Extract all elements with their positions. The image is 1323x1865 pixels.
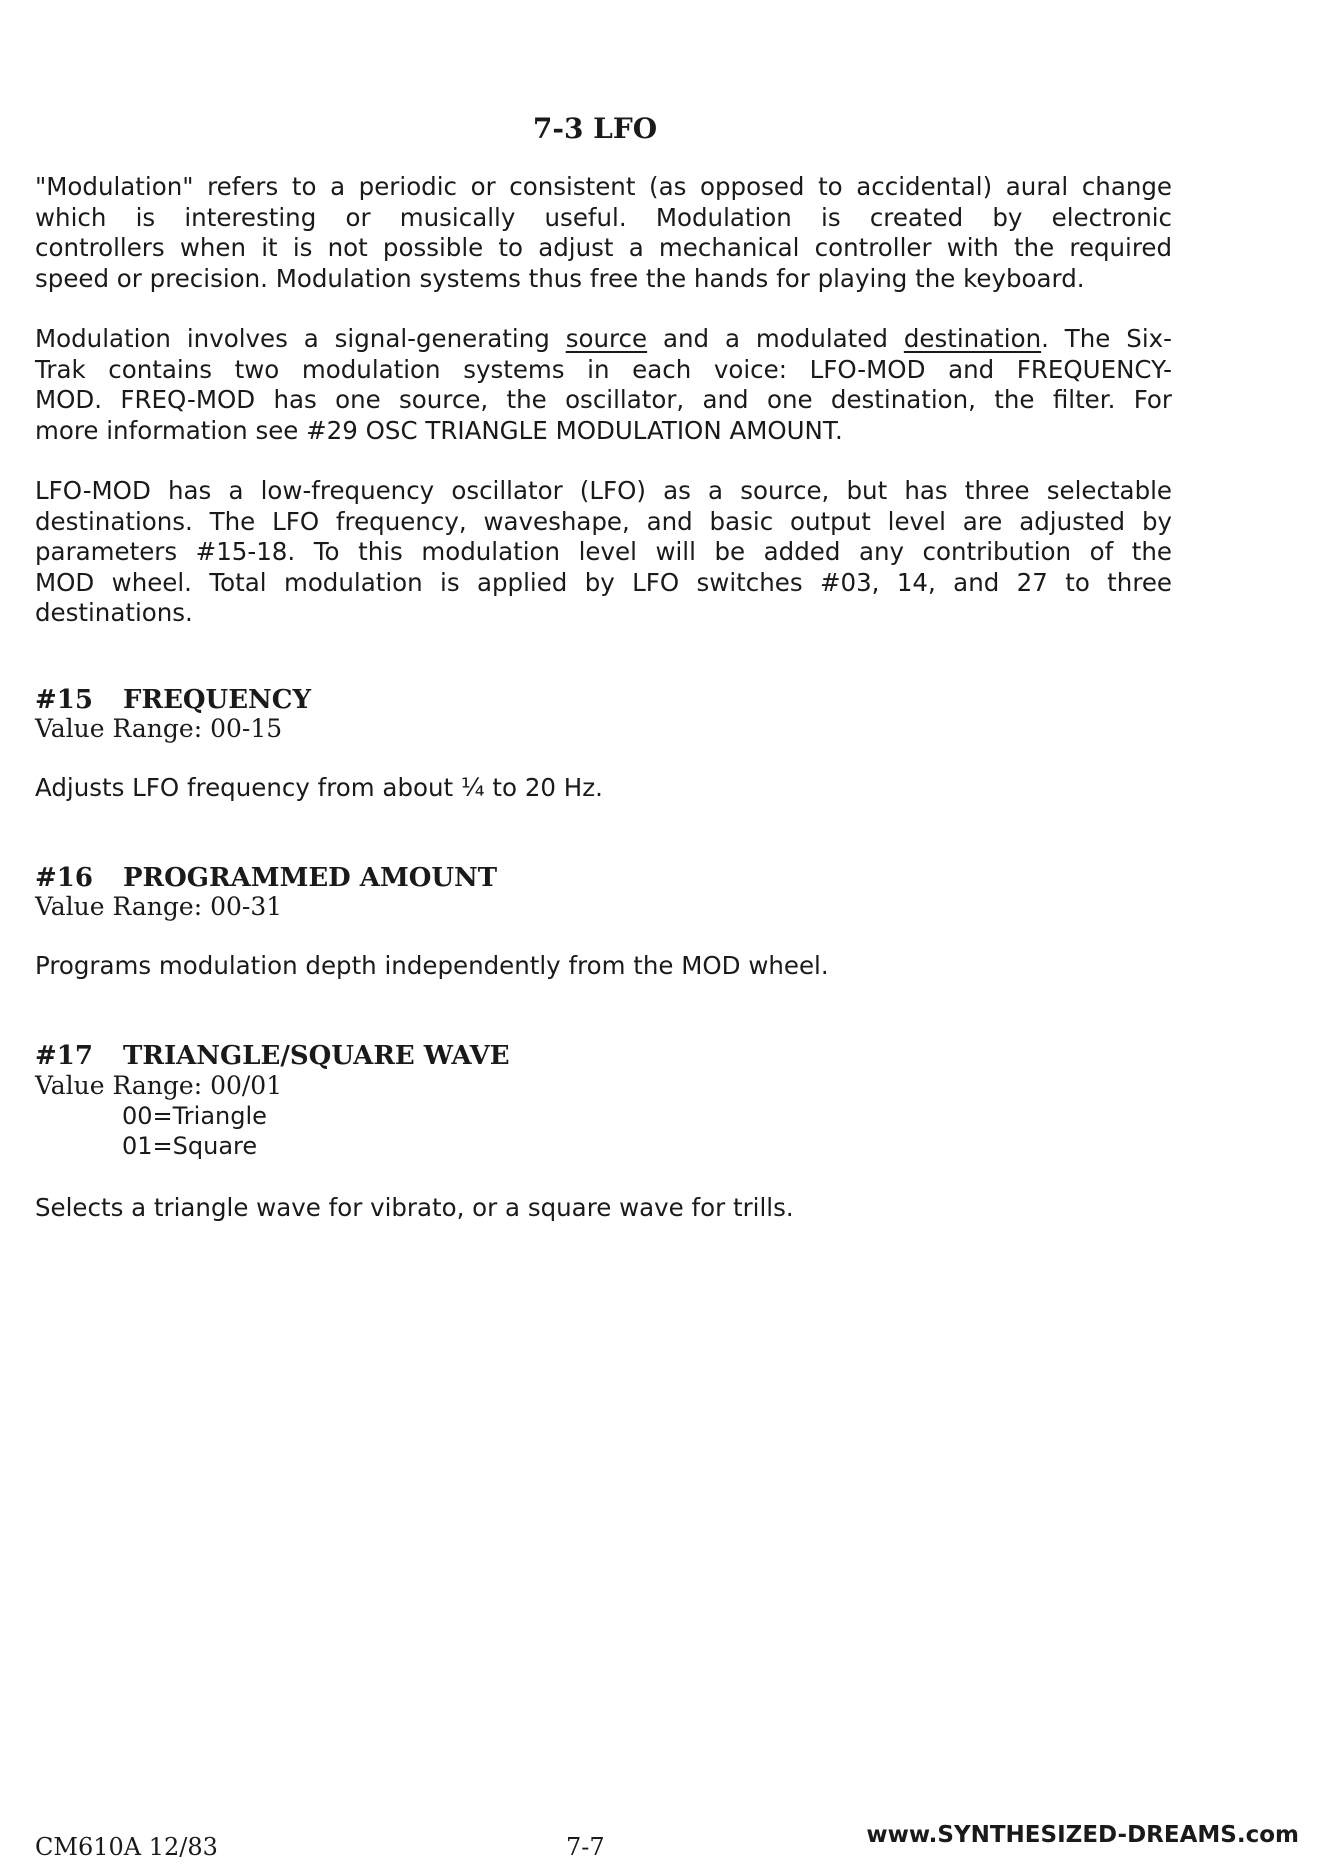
paragraph-line: "Modulation" refers to a periodic or consistent (as opposed to accidental) aural change — [35, 172, 1172, 201]
paragraph-line: which is interesting or musically useful. Modulation is created by electronic — [35, 202, 1172, 232]
param-name: TRIANGLE/SQUARE WAVE — [123, 1041, 510, 1071]
paragraph-line: speed or precision. Modulation systems thus free the hands for playing the keyboard. — [35, 263, 1085, 293]
intro-paragraph-2 — [35, 324, 1172, 446]
paragraph-line: MOD. FREQ-MOD has one source, the oscillator, and one destination, the filter. For — [35, 385, 1172, 414]
intro-paragraph-3 — [35, 476, 1172, 629]
param-number: #17 — [35, 1041, 93, 1071]
param-name: PROGRAMMED AMOUNT — [123, 863, 498, 893]
paragraph-line: LFO-MOD has a low-frequency oscillator (LFO) as a source, but has three selectable — [35, 476, 1172, 505]
param-description: Programs modulation depth independently from the MOD wheel. — [35, 951, 829, 980]
paragraph-line: parameters #15-18. To this modulation level will be added any contribution of the — [35, 537, 1172, 566]
param-heading-17 — [35, 1041, 510, 1071]
param-option: 00=Triangle — [122, 1102, 267, 1130]
param-number: #15 — [35, 685, 93, 715]
footer-page-number: 7-7 — [566, 1833, 605, 1861]
paragraph-line: Trak contains two modulation systems in each voice: LFO-MOD and FREQUENCY- — [35, 354, 1172, 384]
underlined-term-source: source — [565, 324, 648, 353]
param-heading-16 — [35, 863, 497, 893]
section-title: 7-3 LFO — [532, 112, 658, 145]
param-option: 01=Square — [122, 1132, 258, 1160]
param-value-range: Value Range: 00/01 — [35, 1071, 283, 1100]
underlined-term-destination: destination — [903, 324, 1042, 353]
param-number: #16 — [35, 863, 93, 893]
param-value-range: Value Range: 00-15 — [35, 714, 283, 743]
param-description: Selects a triangle wave for vibrato, or a square wave for trills. — [35, 1193, 794, 1222]
paragraph-line: Modulation involves a signal-generating source and a modulated destination. The Six- — [35, 324, 1172, 353]
param-value-range: Value Range: 00-31 — [35, 892, 283, 921]
footer-website: www.SYNTHESIZED-DREAMS.com — [866, 1822, 1299, 1848]
footer-doc-id: CM610A 12/83 — [35, 1833, 218, 1861]
paragraph-line: more information see #29 OSC TRIANGLE MODULATION AMOUNT. — [35, 415, 843, 445]
param-name: FREQUENCY — [123, 685, 312, 715]
intro-paragraph-1 — [35, 172, 1172, 294]
paragraph-line: destinations. The LFO frequency, waveshape, and basic output level are adjusted by — [35, 506, 1172, 536]
param-description: Adjusts LFO frequency from about ¼ to 20 Hz. — [35, 773, 603, 802]
param-heading-15 — [35, 685, 311, 715]
paragraph-line: MOD wheel. Total modulation is applied by LFO switches #03, 14, and 27 to three — [35, 567, 1172, 597]
paragraph-line: destinations. — [35, 598, 193, 627]
paragraph-line: controllers when it is not possible to adjust a mechanical controller with the required — [35, 233, 1172, 262]
